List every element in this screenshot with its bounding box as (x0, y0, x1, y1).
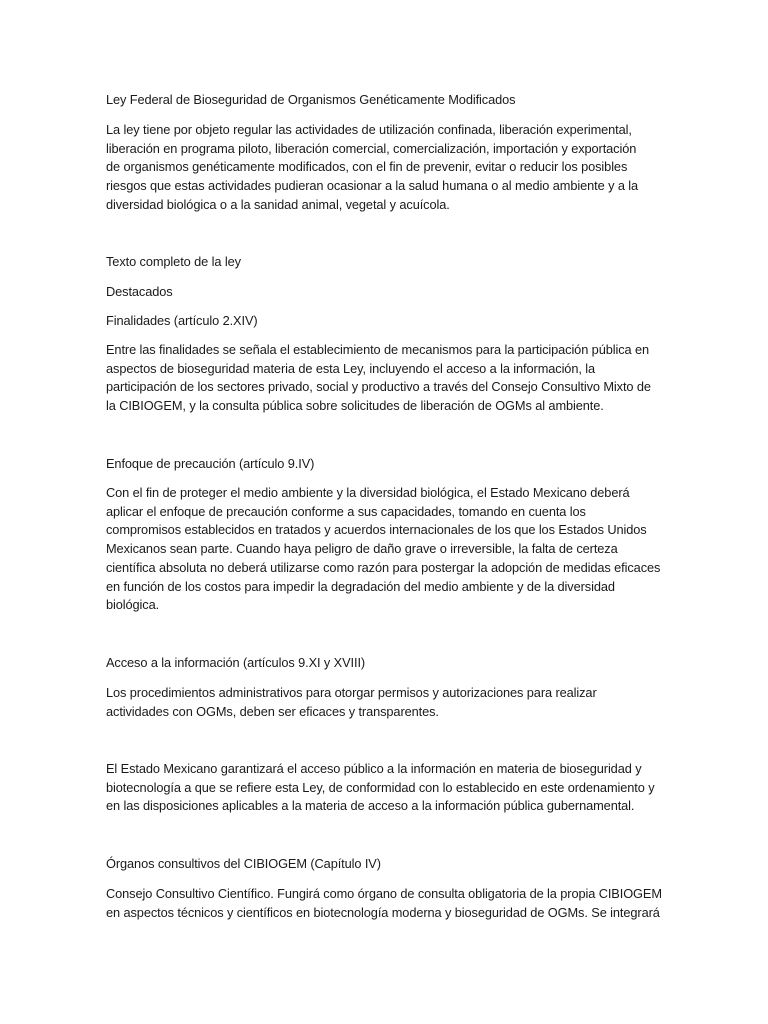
section-heading-precaucion: Enfoque de precaución (artículo 9.IV) (106, 456, 315, 471)
section-heading-organos-consultivos: Órganos consultivos del CIBIOGEM (Capítulo IV) (106, 856, 381, 871)
section-heading-acceso-informacion: Acceso a la información (artículos 9.XI y XVIII) (106, 655, 366, 670)
full-text-link[interactable]: Texto completo de la ley (106, 254, 241, 269)
section-heading-finalidades: Finalidades (artículo 2.XIV) (106, 313, 258, 328)
document-title: Ley Federal de Bioseguridad de Organismos Genéticamente Modificados (106, 92, 516, 107)
section-paragraph: Consejo Consultivo Científico. Fungirá como órgano de consulta obligatoria de la propia CIBIOGEM en aspectos técnicos y científicos en biotecnología moderna y bioseguridad de OGMs. Se integrará (106, 886, 662, 920)
section-paragraph: Los procedimientos administrativos para otorgar permisos y autorizaciones para realizar actividades con OGMs, deben ser eficaces y transparentes. (106, 685, 597, 719)
intro-paragraph: La ley tiene por objeto regular las actividades de utilización confinada, liberación experimental, liberación en programa piloto, liberación comercial, comercialización, importación y exportación de organismos genéticamente modificados, con el fin de prevenir, evitar o reducir los posibles riesgos que estas actividades pudieran ocasionar a la salud humana o al medio ambiente y a la diversidad biológica o a la sanidad animal, vegetal y acuícola. (106, 122, 639, 212)
highlights-heading: Destacados (106, 284, 173, 299)
section-paragraph: Entre las finalidades se señala el establecimiento de mecanismos para la participación pública en aspectos de bioseguridad materia de esta Ley, incluyendo el acceso a la información, la participación de los sectores privado, social y productivo a través del Consejo Consultivo Mixto de la CIBIOGEM, y la consulta pública sobre solicitudes de liberación de OGMs al ambiente. (106, 342, 651, 414)
section-paragraph: El Estado Mexicano garantizará el acceso público a la información en materia de bioseguridad y biotecnología a que se refiere esta Ley, de conformidad con lo establecido en este ordenamiento y en las disposiciones aplicables a la materia de acceso a la información pública gubernamental. (106, 761, 655, 814)
section-paragraph: Con el fin de proteger el medio ambiente y la diversidad biológica, el Estado Mexicano deberá aplicar el enfoque de precaución conforme a sus capacidades, tomando en cuenta los compromisos establecidos en tratados y acuerdos internacionales de los que los Estados Unidos Mexicanos sean parte. Cuando haya peligro de daño grave o irreversible, la falta de certeza científica absoluta no deberá utilizarse como razón para postergar la adopción de medidas eficaces en función de los costos para impedir la degradación del medio ambiente y de la diversidad biológica. (106, 485, 661, 613)
